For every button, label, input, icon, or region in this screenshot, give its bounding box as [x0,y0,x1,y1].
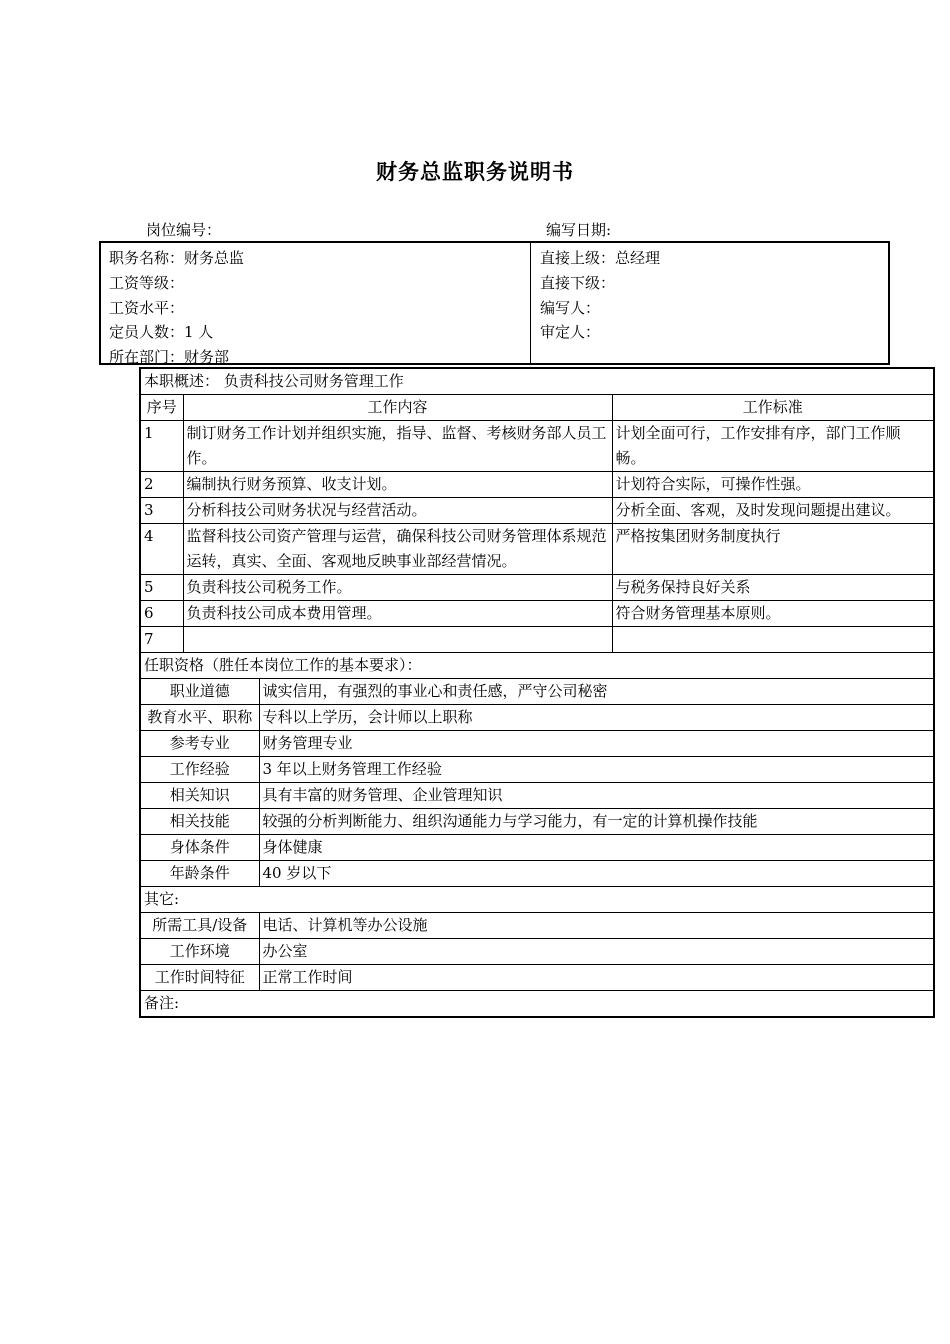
qualification-label: 相关技能 [140,809,259,835]
col-header-no: 序号 [140,395,183,421]
post-number-label: 岗位编号： [146,221,222,239]
table-row [140,731,934,757]
qualification-value: 具有丰富的财务管理、企业管理知识 [259,783,934,809]
qualification-label: 参考专业 [140,731,259,757]
qualification-value: 诚实信用，有强烈的事业心和责任感，严守公司秘密 [259,679,934,705]
header-left-column [101,243,531,367]
duty-content: 负责科技公司税务工作。 [183,575,612,601]
other-label: 工作环境 [140,939,259,965]
qualification-label: 相关知识 [140,783,259,809]
duty-content [183,627,612,653]
approver-field: 审定人： [540,323,601,342]
department-field: 所在部门：财务部 [109,348,230,367]
header-info-box [99,241,890,365]
qualification-label: 身体条件 [140,835,259,861]
qualification-value: 3 年以上财务管理工作经验 [259,757,934,783]
table-row [140,524,934,575]
duty-no: 1 [140,421,183,472]
table-row [140,601,934,627]
duty-no: 7 [140,627,183,653]
duty-standard: 分析全面、客观，及时发现问题提出建议。 [612,498,934,524]
job-description-table [139,367,935,1018]
qualification-value: 专科以上学历，会计师以上职称 [259,705,934,731]
document-title: 财务总监职务说明书 [376,160,574,184]
qualification-value: 较强的分析判断能力、组织沟通能力与学习能力，有一定的计算机操作技能 [259,809,934,835]
table-row [140,783,934,809]
table-row [140,913,934,939]
duty-standard: 符合财务管理基本原则。 [612,601,934,627]
direct-subordinate-field: 直接下级： [540,273,616,292]
table-row [140,861,934,887]
table-row [140,835,934,861]
qualification-label: 年龄条件 [140,861,259,887]
qualification-value: 身体健康 [259,835,934,861]
qualification-label: 职业道德 [140,679,259,705]
job-title-field: 职务名称：财务总监 [109,249,245,267]
table-row [140,757,934,783]
duty-no: 6 [140,601,183,627]
job-summary: 本职概述： 负责科技公司财务管理工作 [140,368,934,395]
duty-no: 5 [140,575,183,601]
qualification-label: 工作经验 [140,757,259,783]
duty-standard [612,627,934,653]
direct-superior-field: 直接上级：总经理 [540,249,661,267]
author-field: 编写人： [540,298,601,317]
other-label: 所需工具/设备 [140,913,259,939]
other-value: 正常工作时间 [259,965,934,991]
other-value: 办公室 [259,939,934,965]
table-row [140,809,934,835]
duties-header-row [140,395,934,421]
duty-standard: 严格按集团财务制度执行 [612,524,934,575]
qualification-value: 财务管理专业 [259,731,934,757]
duty-content: 负责科技公司成本费用管理。 [183,601,612,627]
table-row [140,627,934,653]
duty-content: 编制执行财务预算、收支计划。 [183,472,612,498]
table-row [140,472,934,498]
table-row [140,705,934,731]
headcount-field: 定员人数：1 人 [109,323,214,342]
duty-content: 制订财务工作计划并组织实施，指导、监督、考核财务部人员工作。 [183,421,612,472]
col-header-content: 工作内容 [183,395,612,421]
table-row [140,575,934,601]
remarks: 备注: [140,991,934,1018]
table-row [140,679,934,705]
duty-content: 监督科技公司资产管理与运营，确保科技公司财务管理体系规范运转，真实、全面、客观地反映事业部经营情况。 [183,524,612,575]
salary-grade-field: 工资等级： [109,273,185,292]
header-right-column [531,243,888,363]
qualification-value: 40 岁以下 [259,861,934,887]
table-row [140,965,934,991]
salary-level-field: 工资水平： [109,298,185,317]
other-value: 电话、计算机等办公设施 [259,913,934,939]
duty-no: 3 [140,498,183,524]
duty-standard: 计划符合实际，可操作性强。 [612,472,934,498]
other-label: 工作时间特征 [140,965,259,991]
table-row [140,939,934,965]
duty-standard: 与税务保持良好关系 [612,575,934,601]
duty-no: 4 [140,524,183,575]
qualifications-heading: 任职资格（胜任本岗位工作的基本要求）： [140,653,934,679]
col-header-standard: 工作标准 [612,395,934,421]
duty-standard: 计划全面可行，工作安排有序，部门工作顺畅。 [612,421,934,472]
other-heading: 其它: [140,887,934,913]
table-row [140,421,934,472]
date-label: 编写日期: [546,221,612,239]
duty-content: 分析科技公司财务状况与经营活动。 [183,498,612,524]
qualification-label: 教育水平、职称 [140,705,259,731]
duty-no: 2 [140,472,183,498]
table-row [140,498,934,524]
